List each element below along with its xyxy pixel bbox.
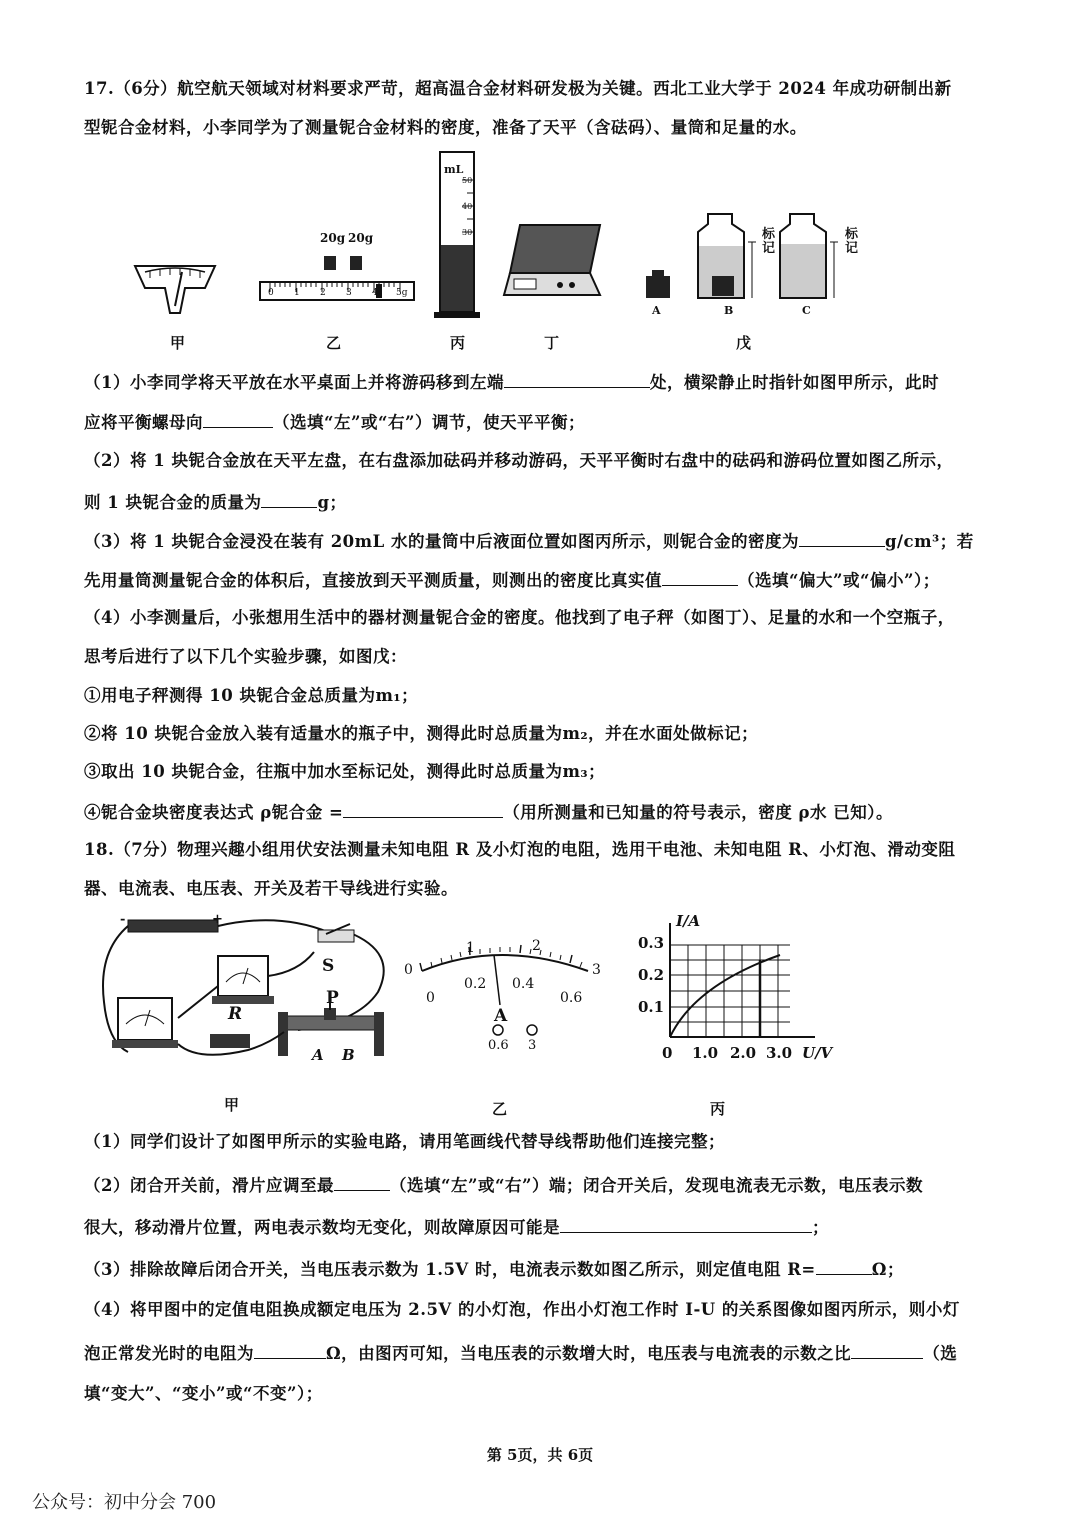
graph-x-tick: 0 <box>662 1044 673 1062</box>
ammeter-big-tick: 3 <box>592 962 601 978</box>
weight-label-1: 20g <box>320 231 346 245</box>
answer-blank[interactable] <box>261 489 317 508</box>
answer-blank[interactable] <box>504 369 650 388</box>
answer-blank[interactable] <box>343 799 503 818</box>
iu-graph <box>640 915 840 1045</box>
q18-part1: （1）同学们设计了如图甲所示的实验电路，请用笔画线代替导线帮助他们连接完整； <box>84 1132 725 1151</box>
q17-heading-cont: 型铌合金材料，小李同学为了测量铌合金材料的密度，准备了天平（含砝码）、量筒和足量的水。 <box>84 118 807 137</box>
graph-y-tick: 0.1 <box>638 998 665 1016</box>
rheostat-a-label: A <box>312 1046 324 1064</box>
q17-part2-cont: 则 1 块铌合金的质量为 g； <box>84 489 1044 515</box>
answer-blank[interactable] <box>334 1172 390 1191</box>
fig-caption-yi: 乙 <box>492 1100 508 1118</box>
answer-blank[interactable] <box>851 1340 923 1359</box>
graph-x-tick: 3.0 <box>766 1044 793 1062</box>
ruler-tick: 2 <box>320 288 326 298</box>
fig-caption-bing: 丙 <box>450 334 466 352</box>
fig-caption-jia: 甲 <box>170 334 186 352</box>
graph-x-label: U/V <box>802 1044 833 1062</box>
fig-caption-wu: 戊 <box>736 334 752 352</box>
graph-y-tick: 0.2 <box>638 966 665 984</box>
q18-part4: （4）将甲图中的定值电阻换成额定电压为 2.5V 的小灯泡，作出小灯泡工作时 I-U 的关系图像如图丙所示，则小灯 <box>84 1300 960 1319</box>
q18-heading-cont: 器、电流表、电压表、开关及若干导线进行实验。 <box>84 879 458 898</box>
ruler-tick: 5g <box>396 288 408 298</box>
rheostat-b-label: B <box>342 1046 355 1064</box>
battery-plus: + <box>212 912 223 927</box>
terminal-label: 3 <box>528 1038 537 1053</box>
q17-step4: ④铌合金块密度表达式 ρ铌合金 = （用所测量和已知量的符号表示，密度 ρ水 已知）。 <box>84 799 1044 825</box>
ruler-tick: 1 <box>294 288 300 298</box>
fig-caption-yi: 乙 <box>326 334 342 352</box>
q17-part1: （1）小李同学将天平放在水平桌面上并将游码移到左端 处，横梁静止时指针如图甲所示，此时 <box>84 369 1044 395</box>
answer-blank[interactable] <box>254 1340 326 1359</box>
q17-part2: （2）将 1 块铌合金放在天平左盘，在右盘添加砝码并移动游码，天平平衡时右盘中的砝码和游码位置如图乙所示， <box>84 451 954 470</box>
slider-label: P <box>326 988 339 1008</box>
answer-blank[interactable] <box>816 1256 872 1275</box>
balance-pointer-figure <box>130 258 220 318</box>
q18-part3: （3）排除故障后闭合开关，当电压表示数为 1.5V 时，电流表示数如图乙所示，则定值电阻 R= Ω； <box>84 1256 1044 1282</box>
answer-blank[interactable] <box>203 409 273 428</box>
q18-part4-cont: 泡正常发光时的电阻为 Ω，由图丙可知，当电压表的示数增大时，电压表与电流表的示数之比 （选 <box>84 1340 1044 1366</box>
weights-ruler-figure <box>258 250 418 306</box>
q18-part2-cont: 很大，移动滑片位置，两电表示数均无变化，则故障原因可能是 ； <box>84 1214 1044 1240</box>
q18-part4-cont2: 填“变大”、“变小”或“不变”）； <box>84 1384 323 1403</box>
answer-blank[interactable] <box>560 1214 812 1233</box>
graph-x-tick: 1.0 <box>692 1044 719 1062</box>
resistor-label: R <box>228 1004 243 1024</box>
cylinder-unit: mL <box>444 163 464 176</box>
electronic-scale-figure <box>500 215 610 307</box>
cylinder-tick: 50 <box>462 176 473 185</box>
ammeter-big-tick: 0 <box>404 962 413 978</box>
q17-part3-cont: 先用量筒测量铌合金的体积后，直接放到天平测质量，则测出的密度比真实值 （选填“偏大”或“偏小”）； <box>84 567 1044 593</box>
q17-step1: ①用电子秤测得 10 块铌合金总质量为m₁； <box>84 686 419 705</box>
ammeter-big-tick: 2 <box>532 938 541 954</box>
q17-part3: （3）将 1 块铌合金浸没在装有 20mL 水的量筒中后液面位置如图丙所示，则铌合金的密度为 g/cm³；若 <box>84 528 1044 554</box>
q17-step3: ③取出 10 块铌合金，往瓶中加水至标记处，测得此时总质量为m₃； <box>84 762 606 781</box>
ammeter-small-tick: 0.6 <box>560 990 583 1006</box>
fig-caption-bing: 丙 <box>710 1100 726 1118</box>
graph-y-tick: 0.3 <box>638 934 665 952</box>
ammeter-big-tick: 1 <box>466 940 475 956</box>
q17-heading: 17.（6分）航空航天领域对材料要求严苛，超高温合金材料研发极为关键。西北工业大学于 2024 年成功研制出新 <box>84 79 952 98</box>
bottle-mark-label: 标记 <box>845 227 859 256</box>
fig-caption-jia: 甲 <box>224 1096 240 1114</box>
ammeter-unit: A <box>494 1006 508 1026</box>
ruler-tick: 0 <box>268 288 274 298</box>
bottles-figure <box>640 210 870 306</box>
battery-minus: - <box>120 912 126 927</box>
cylinder-tick: 30 <box>462 228 473 237</box>
bottle-label-a: A <box>652 304 661 317</box>
graph-y-label: I/A <box>676 912 701 930</box>
fig-caption-ding: 丁 <box>544 334 560 352</box>
ammeter-small-tick: 0.2 <box>464 976 487 992</box>
q17-part4-cont: 思考后进行了以下几个实验步骤，如图戊： <box>84 647 407 666</box>
ammeter-small-tick: 0 <box>426 990 435 1006</box>
ammeter-terminals <box>480 1022 550 1038</box>
terminal-label: 0.6 <box>488 1038 509 1053</box>
q17-step2: ②将 10 块铌合金放入装有适量水的瓶子中，测得此时总质量为m₂，并在水面处做标记； <box>84 724 759 743</box>
q17-part4: （4）小李测量后，小张想用生活中的器材测量铌合金的密度。他找到了电子秤（如图丁）、足量的水和一个空瓶子， <box>84 608 955 627</box>
ruler-tick: 4 <box>372 288 378 298</box>
ammeter-small-tick: 0.4 <box>512 976 535 992</box>
answer-blank[interactable] <box>662 567 738 586</box>
bottle-mark-label: 标记 <box>762 227 776 256</box>
answer-blank[interactable] <box>799 528 885 547</box>
bottle-label-b: B <box>724 304 734 317</box>
watermark-text: 公众号：初中分会 700 <box>32 1492 217 1513</box>
graph-x-tick: 2.0 <box>730 1044 757 1062</box>
cylinder-tick: 40 <box>462 202 473 211</box>
q17-part1-cont: 应将平衡螺母向 （选填“左”或“右”）调节，使天平平衡； <box>84 409 1044 435</box>
switch-label: S <box>322 956 335 976</box>
weight-label-2: 20g <box>348 231 374 245</box>
ruler-tick: 3 <box>346 288 352 298</box>
bottle-label-c: C <box>802 304 811 317</box>
q18-part2: （2）闭合开关前，滑片应调至最 （选填“左”或“右”）端；闭合开关后，发现电流表无示数，电压表示数 <box>84 1172 1044 1198</box>
page-footer: 第 5页，共 6页 <box>486 1446 594 1464</box>
q18-heading: 18.（7分）物理兴趣小组用伏安法测量未知电阻 R 及小灯泡的电阻，选用干电池、未知电阻 R、小灯泡、滑动变阻 <box>84 840 956 859</box>
